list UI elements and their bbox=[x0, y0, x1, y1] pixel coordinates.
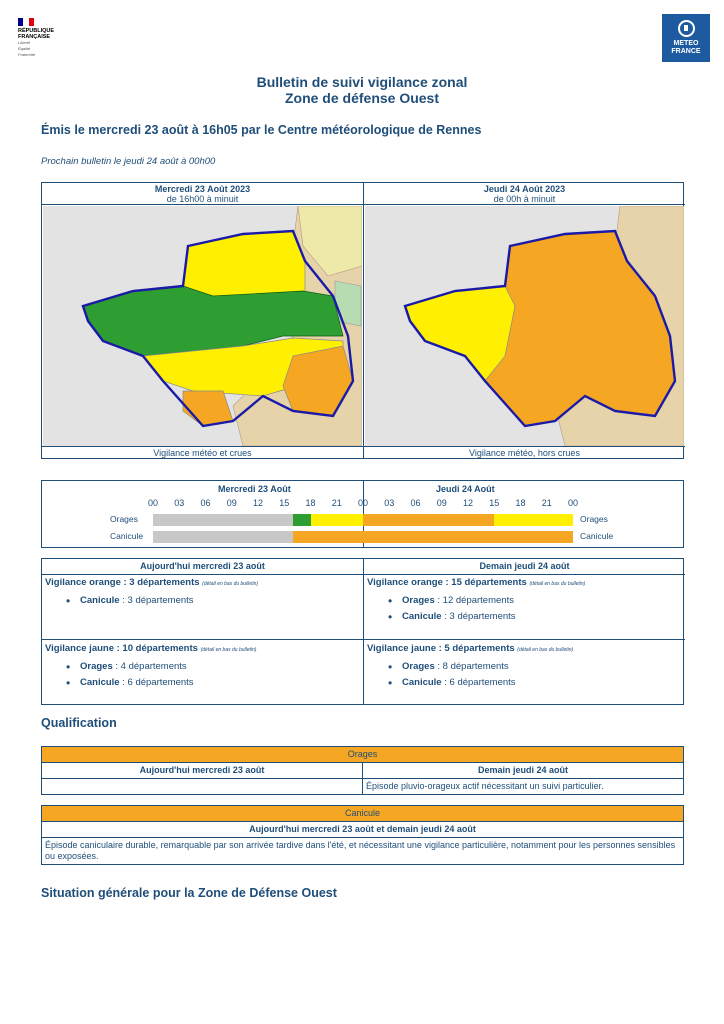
meteo-france-icon bbox=[678, 20, 695, 37]
orages-bar-segment bbox=[363, 514, 494, 526]
republique-francaise-logo: RÉPUBLIQUE FRANÇAISE Liberté Égalité Fraternité bbox=[18, 18, 78, 58]
timeline-tick: 09 bbox=[226, 498, 237, 508]
summary-tomorrow: Demain jeudi 24 août Vigilance orange : 15 départements (détail en bas du bulletin) • Orages : 12 départements • Canicule : 3 départements Vigilance jaune : 5 départements (détail en bas du bulletin) • Orages : 8 départements • Canicule : 6 départements bbox=[363, 559, 685, 705]
orange-section-today: Vigilance orange : 3 départements (détail en bas du bulletin) • Canicule : 3 départements bbox=[42, 576, 363, 609]
meteo-france-logo: METEO FRANCE bbox=[662, 14, 710, 62]
timeline-tick: 03 bbox=[174, 498, 185, 508]
timeline-tick: 15 bbox=[279, 498, 290, 508]
page-title: Bulletin de suivi vigilance zonal Zone de défense Ouest bbox=[256, 74, 468, 106]
timeline-tick: 18 bbox=[515, 498, 526, 508]
issue-info: Émis le mercredi 23 août à 16h05 par le Centre météorologique de Rennes bbox=[41, 123, 482, 137]
list-item: • Canicule : 3 départements bbox=[80, 593, 363, 609]
situation-heading: Situation générale pour la Zone de Défense Ouest bbox=[41, 886, 337, 900]
vigilance-summary bbox=[41, 558, 684, 705]
timeline-day1: Mercredi 23 Août bbox=[218, 484, 291, 494]
summary-today: Aujourd'hui mercredi 23 août Vigilance orange : 3 départements (détail en bas du bulletin) • Canicule : 3 départements Vigilance jaune : 10 départements (détail en bas du bulletin) • Orages : 4 départements • Canicule : 6 départements bbox=[42, 559, 363, 705]
orange-section-tomorrow: Vigilance orange : 15 départements (détail en bas du bulletin) • Orages : 12 départements • Canicule : 3 départements bbox=[364, 576, 685, 625]
timeline-tick: 12 bbox=[462, 498, 473, 508]
timeline-tick: 00 bbox=[147, 498, 158, 508]
list-item: • Orages : 4 départements bbox=[80, 659, 363, 675]
timeline-tick: 00 bbox=[567, 498, 578, 508]
orages-bar-segment bbox=[494, 514, 573, 526]
map-tomorrow: Jeudi 24 Août 2023 de 00h à minuit Vigilance météo, hors crues bbox=[363, 183, 685, 459]
canicule-row-label: Canicule bbox=[110, 531, 144, 541]
qualification-canicule: Canicule Aujourd'hui mercredi 23 août et demain jeudi 24 août Épisode caniculaire durable, remarquable par son arrivée tardive dans l'été, et nécessitant une vigilance particulière, notamment pour les personnes sensibles ou exposées. bbox=[41, 805, 684, 865]
timeline-tick: 06 bbox=[200, 498, 211, 508]
orages-row-label-right: Orages bbox=[580, 514, 608, 524]
list-item: • Orages : 12 départements bbox=[402, 593, 685, 609]
yellow-section-tomorrow: Vigilance jaune : 5 départements (détail en bas du bulletin) • Orages : 8 départements • Canicule : 6 départements bbox=[364, 642, 685, 691]
flag-icon bbox=[18, 18, 34, 26]
yellow-section-today: Vigilance jaune : 10 départements (détail en bas du bulletin) • Orages : 4 départements • Canicule : 6 départements bbox=[42, 642, 363, 691]
list-item: • Canicule : 3 départements bbox=[402, 609, 685, 625]
list-item: • Canicule : 6 départements bbox=[402, 675, 685, 691]
orages-row-label: Orages bbox=[110, 514, 138, 524]
timeline-tick: 21 bbox=[541, 498, 552, 508]
canicule-bar-segment bbox=[293, 531, 573, 543]
canicule-row-label-right: Canicule bbox=[580, 531, 614, 541]
timeline-day2: Jeudi 24 Août bbox=[436, 484, 495, 494]
next-bulletin: Prochain bulletin le jeudi 24 août à 00h00 bbox=[41, 156, 216, 167]
timeline-tick: 06 bbox=[410, 498, 421, 508]
vigilance-timeline bbox=[41, 480, 684, 548]
list-item: • Orages : 8 départements bbox=[402, 659, 685, 675]
maps-table bbox=[41, 182, 684, 459]
timeline-tick: 09 bbox=[436, 498, 447, 508]
list-item: • Canicule : 6 départements bbox=[80, 675, 363, 691]
qualification-orages: Orages Aujourd'hui mercredi 23 août Demain jeudi 24 août Épisode pluvio-orageux actif nécessitant un suivi particulier. bbox=[41, 746, 684, 795]
orages-bar-segment bbox=[153, 514, 293, 526]
vigilance-map-tomorrow bbox=[365, 206, 684, 446]
timeline-tick: 21 bbox=[331, 498, 342, 508]
map-today: Mercredi 23 Août 2023 de 16h00 à minuit Vigilance météo et crues bbox=[42, 183, 363, 459]
timeline-tick: 18 bbox=[305, 498, 316, 508]
timeline-tick: 03 bbox=[384, 498, 395, 508]
timeline-tick: 15 bbox=[489, 498, 500, 508]
canicule-bar-segment bbox=[153, 531, 293, 543]
qualification-heading: Qualification bbox=[41, 716, 117, 730]
vigilance-map-today bbox=[43, 206, 362, 446]
orages-bar-segment bbox=[311, 514, 364, 526]
timeline-tick: 00 bbox=[357, 498, 368, 508]
timeline-tick: 12 bbox=[252, 498, 263, 508]
orages-bar-segment bbox=[293, 514, 311, 526]
